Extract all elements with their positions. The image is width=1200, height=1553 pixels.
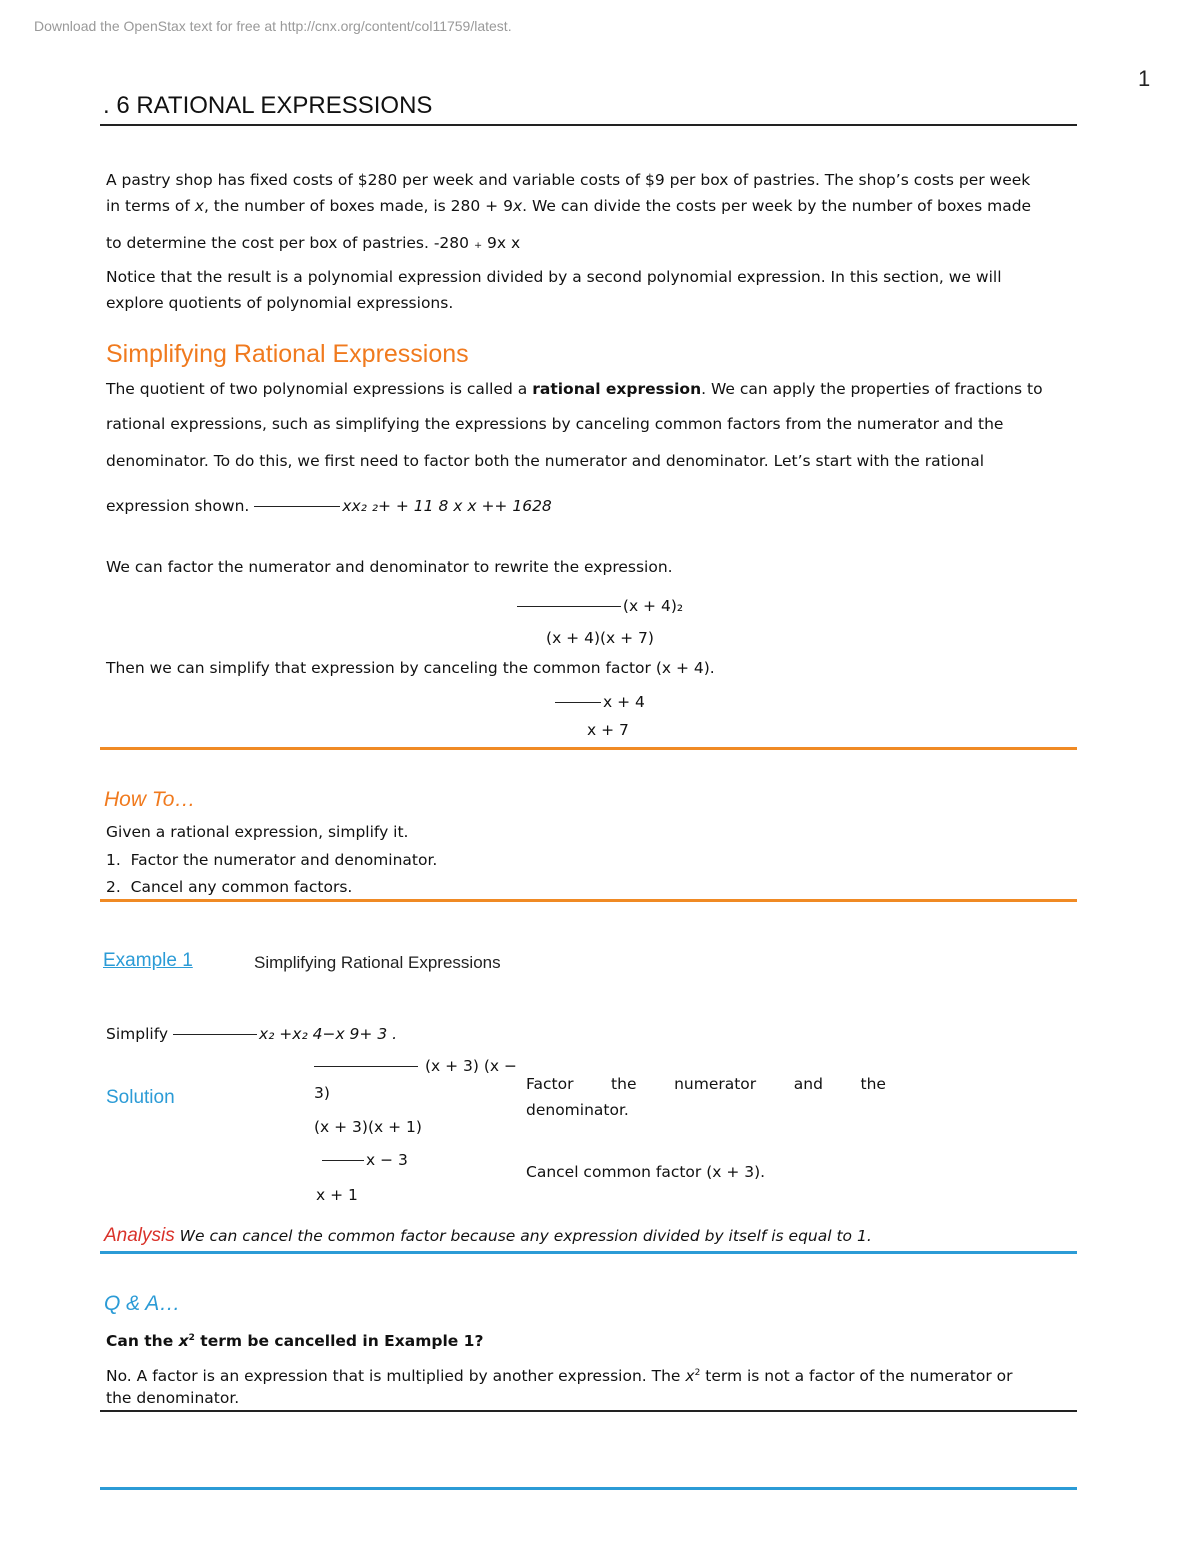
- blue-rule-bottom: [100, 1487, 1077, 1490]
- work-step-1-numerator: (x + 3) (x −: [314, 1057, 517, 1075]
- section-p3: denominator. To do this, we first need to factor both the numerator and denominator. Let’s start with the rational: [106, 452, 985, 470]
- work-step-1-denominator: (x + 3)(x + 1): [314, 1118, 422, 1136]
- solution-label: Solution: [106, 1087, 175, 1108]
- howto-step-2: 2. Cancel any common factors.: [106, 878, 353, 896]
- howto-heading: How To…: [104, 788, 196, 811]
- section-p2: rational expressions, such as simplifying the expressions by canceling common factors from the numerator and the: [106, 415, 1004, 433]
- simplify-prompt: Simplify x₂ +x₂ 4−x 9+ 3 .: [106, 1025, 398, 1043]
- section-p6: Then we can simplify that expression by canceling the common factor (x + 4).: [106, 659, 715, 677]
- intro-line-3: to determine the cost per box of pastries. -280 ₊ 9x x: [106, 234, 521, 252]
- section-p5: We can factor the numerator and denominator to rewrite the expression.: [106, 558, 673, 576]
- intro-line-1: A pastry shop has fixed costs of $280 per week and variable costs of $9 per box of pastries. The shop’s costs per week: [106, 171, 1031, 189]
- intro-line-5: explore quotients of polynomial expressions.: [106, 294, 454, 312]
- analysis-label: Analysis: [104, 1225, 175, 1246]
- howto-intro: Given a rational expression, simplify it.: [106, 823, 409, 841]
- cost-expression: -280 ₊ 9x x: [433, 234, 521, 252]
- term-rational-expression: rational expression: [532, 380, 702, 398]
- section-p4: expression shown. xx₂ ₂+ + 11 8 x x ++ 1628: [106, 497, 552, 515]
- work-step-2-denominator: x + 1: [316, 1186, 358, 1204]
- work-step-2-numerator: x − 3: [322, 1151, 408, 1169]
- qa-heading: Q & A…: [104, 1292, 181, 1315]
- qa-question: Can the $x^2$ term be cancelled in Example 1?: [106, 1332, 484, 1351]
- work-step-1-numerator-cont: 3): [314, 1084, 330, 1102]
- howto-step-1: 1. Factor the numerator and denominator.: [106, 851, 438, 869]
- section-heading: Simplifying Rational Expressions: [106, 340, 469, 368]
- blue-rule-top: [100, 1251, 1077, 1254]
- rational-expression-example: xx₂ ₂+ + 11 8 x x ++ 1628: [342, 497, 552, 515]
- download-note: Download the OpenStax text for free at http://cnx.org/content/col11759/latest.: [34, 18, 512, 34]
- fraction2-denominator: x + 7: [587, 721, 629, 739]
- example-title: Simplifying Rational Expressions: [254, 953, 501, 972]
- intro-line-4: Notice that the result is a polynomial expression divided by a second polynomial expression. In this section, we will: [106, 268, 1002, 286]
- analysis-text: We can cancel the common factor because any expression divided by itself is equal to 1.: [174, 1227, 872, 1245]
- section-p1: The quotient of two polynomial expressions is called a rational expression. We can apply the properties of fractions to: [106, 380, 1043, 398]
- fraction1-denominator: (x + 4)(x + 7): [546, 629, 654, 647]
- qa-rule: [100, 1410, 1077, 1412]
- chapter-title: . 6 RATIONAL EXPRESSIONS: [103, 92, 433, 119]
- qa-answer-line-1: No. A factor is an expression that is multiplied by another expression. The $x^2$ term is not a factor of the numerator or: [106, 1367, 1013, 1386]
- intro-line-2: in terms of x, the number of boxes made, is 280 + 9x. We can divide the costs per week by the number of boxes made: [106, 197, 1032, 215]
- orange-rule-top: [100, 747, 1077, 750]
- fraction2-numerator: x + 4: [520, 693, 680, 711]
- orange-rule-bottom: [100, 899, 1077, 902]
- qa-answer-line-2: the denominator.: [106, 1389, 240, 1407]
- step-2-explanation: Cancel common factor (x + 3).: [526, 1163, 766, 1181]
- title-rule: [100, 124, 1077, 126]
- page-number: 1: [1138, 66, 1151, 91]
- example-label[interactable]: Example 1: [103, 950, 193, 971]
- step-1-explanation: Factor the numerator and the denominator.: [526, 1075, 886, 1119]
- fraction1-numerator: (x + 4)₂: [480, 597, 720, 615]
- analysis: [104, 1225, 872, 1247]
